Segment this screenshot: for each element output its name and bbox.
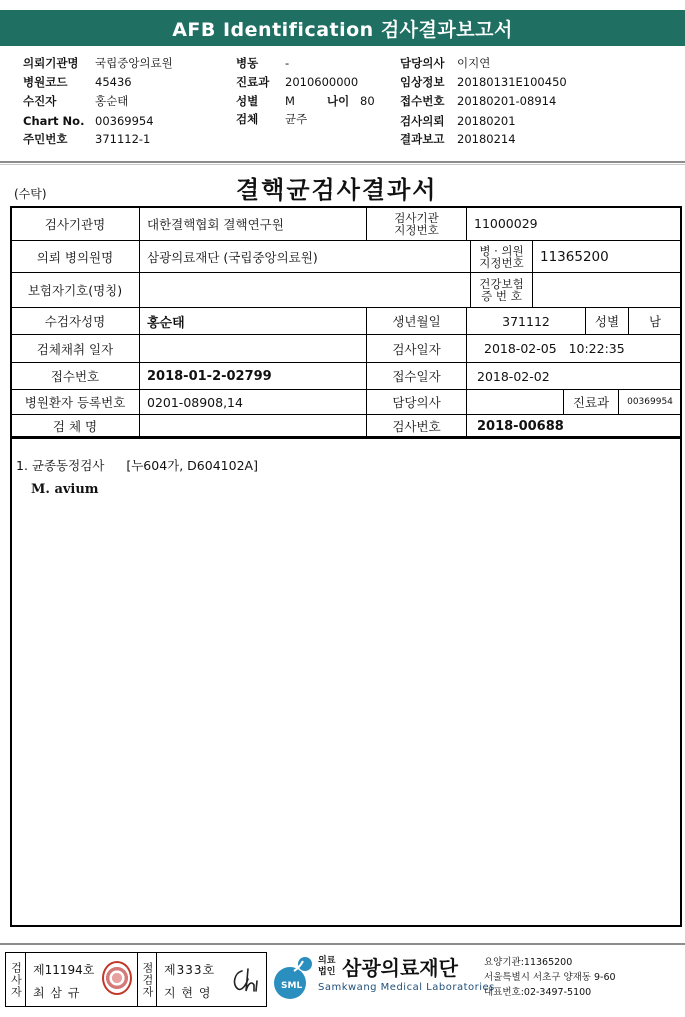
th-institution: 검사기관명 [10, 206, 140, 241]
divider [0, 161, 685, 163]
sml-logo-icon [272, 953, 314, 1001]
label-test-request: 검사의뢰 [400, 114, 445, 128]
inspector-license-no: 제11194호 [33, 963, 95, 977]
th-receipt-date: 접수일자 [366, 362, 467, 390]
value-doctor: 이지연 [457, 56, 491, 70]
value-hospital-code: 45436 [95, 75, 132, 89]
patient-info-block [0, 52, 685, 156]
result-test-line [16, 456, 258, 474]
report-header-title: AFB Identification 검사결과보고서 [0, 10, 685, 46]
consignment-label: (수탁) [14, 187, 47, 201]
td-collection-date [139, 334, 367, 363]
reviewer-license-no: 제333호 [164, 963, 216, 977]
td-attending-doctor [466, 389, 564, 415]
th-clinic-id-line1: 병 · 의원 [479, 243, 524, 258]
value-test-request: 20180201 [457, 114, 516, 128]
handwritten-signature-icon [228, 963, 262, 997]
th-clinic-id-line2: 지정번호 [479, 255, 524, 270]
inspector-label-text: 검사자 [9, 961, 23, 998]
value-sex: M [285, 94, 295, 108]
th-examinee-name: 수검자성명 [10, 307, 140, 335]
th-insurance-no-line2: 증 번 호 [481, 289, 522, 303]
label-requesting-institution: 의뢰기관명 [23, 56, 79, 70]
th-institution-id [366, 206, 467, 241]
value-result-report: 20180214 [457, 132, 516, 146]
td-examinee-name: 홍순태 [139, 307, 367, 335]
label-resident-no: 주민번호 [23, 132, 68, 146]
td-requesting-clinic: 삼광의료재단 (국립중앙의료원) [139, 240, 471, 273]
td-test-date: 2018-02-05 10:22:35 [466, 334, 682, 363]
result-test-name: 1. 균종동정검사 [16, 458, 105, 473]
result-area [10, 437, 682, 927]
td-birthdate: 371112 [466, 307, 586, 335]
th-requesting-clinic: 의뢰 병의원명 [10, 240, 140, 273]
th-department: 진료과 [563, 389, 619, 415]
th-test-no: 검사번호 [366, 414, 467, 438]
inspector-name: 최 삼 규 [33, 986, 81, 1000]
official-seal-icon [102, 961, 132, 995]
value-age: 80 [360, 94, 375, 108]
reviewer-name: 지 현 영 [164, 986, 212, 1000]
td-sex: 남 [628, 307, 682, 335]
th-clinic-id [470, 240, 533, 273]
label-receipt-no: 접수번호 [400, 94, 445, 108]
value-department: 2010600000 [285, 75, 359, 89]
th-test-date: 검사일자 [366, 334, 467, 363]
td-test-no: 2018-00688 [466, 414, 682, 438]
org-phone: 대표번호:02-3497-5100 [484, 987, 592, 998]
inspector-label [6, 953, 26, 1006]
label-chart-no: Chart No. [23, 114, 85, 128]
label-patient: 수진자 [23, 94, 57, 108]
th-insurer: 보험자기호(명칭) [10, 272, 140, 308]
th-institution-id-line1: 검사기관 [394, 210, 439, 225]
label-specimen: 검체 [236, 112, 259, 126]
reviewer-label-text: 점검자 [141, 961, 154, 998]
org-facility-code: 요양기관:11365200 [484, 957, 573, 968]
divider [0, 164, 685, 165]
org-address: 서울특별시 서초구 양재동 9-60 [484, 972, 616, 983]
org-name: 삼광의료재단 [342, 956, 458, 980]
org-type: 의료법인 [318, 956, 336, 977]
value-receipt-no: 20180201-08914 [457, 94, 557, 108]
label-sex: 성별 [236, 94, 259, 108]
th-insurance-no [470, 272, 533, 308]
org-english-name: Samkwang Medical Laboratories [318, 982, 495, 993]
th-insurance-no-line1: 건강보험 [479, 277, 524, 291]
label-result-report: 결과보고 [400, 132, 445, 146]
signature-box [5, 952, 267, 1007]
label-ward: 병동 [236, 56, 259, 70]
td-specimen-name [139, 414, 367, 438]
footer-divider [0, 943, 685, 945]
td-receipt-date: 2018-02-02 [466, 362, 682, 390]
td-insurance-no [532, 272, 682, 308]
label-hospital-code: 병원코드 [23, 75, 68, 89]
value-clinical-info: 20180131E100450 [457, 75, 567, 89]
value-ward: - [285, 56, 290, 70]
th-birthdate: 생년월일 [366, 307, 467, 335]
reviewer-label [137, 953, 157, 1006]
org-contact-block [484, 955, 616, 1000]
td-institution: 대한결핵협회 결핵연구원 [139, 206, 367, 241]
th-collection-date: 검체채취 일자 [10, 334, 140, 363]
th-institution-id-line2: 지정번호 [394, 222, 439, 237]
result-test-code: [누604가, D604102A] [126, 458, 258, 473]
td-patient-reg-no: 0201-08908,14 [139, 389, 367, 415]
td-receipt-no: 2018-01-2-02799 [139, 362, 367, 390]
th-specimen-name: 검 체 명 [10, 414, 140, 438]
th-receipt-no: 접수번호 [10, 362, 140, 390]
td-clinic-id: 11365200 [532, 240, 682, 273]
td-department: 00369954 [618, 389, 682, 415]
sml-logo-text: SML [281, 981, 303, 991]
value-resident-no: 371112-1 [95, 132, 151, 146]
th-attending-doctor: 담당의사 [366, 389, 467, 415]
th-sex: 성별 [585, 307, 629, 335]
td-institution-id: 11000029 [466, 206, 682, 241]
report-title: 결핵균검사결과서 [236, 175, 438, 204]
label-age: 나이 [327, 94, 350, 108]
value-chart-no: 00369954 [95, 114, 154, 128]
result-organism: M. avium [31, 482, 99, 497]
label-clinical-info: 임상정보 [400, 75, 445, 89]
value-specimen: 균주 [285, 112, 308, 126]
td-insurer [139, 272, 471, 308]
label-department: 진료과 [236, 75, 270, 89]
value-patient: 홍순태 [95, 94, 129, 108]
label-doctor: 담당의사 [400, 56, 445, 70]
value-requesting-institution: 국립중앙의료원 [95, 56, 173, 70]
th-patient-reg-no: 병원환자 등록번호 [10, 389, 140, 415]
